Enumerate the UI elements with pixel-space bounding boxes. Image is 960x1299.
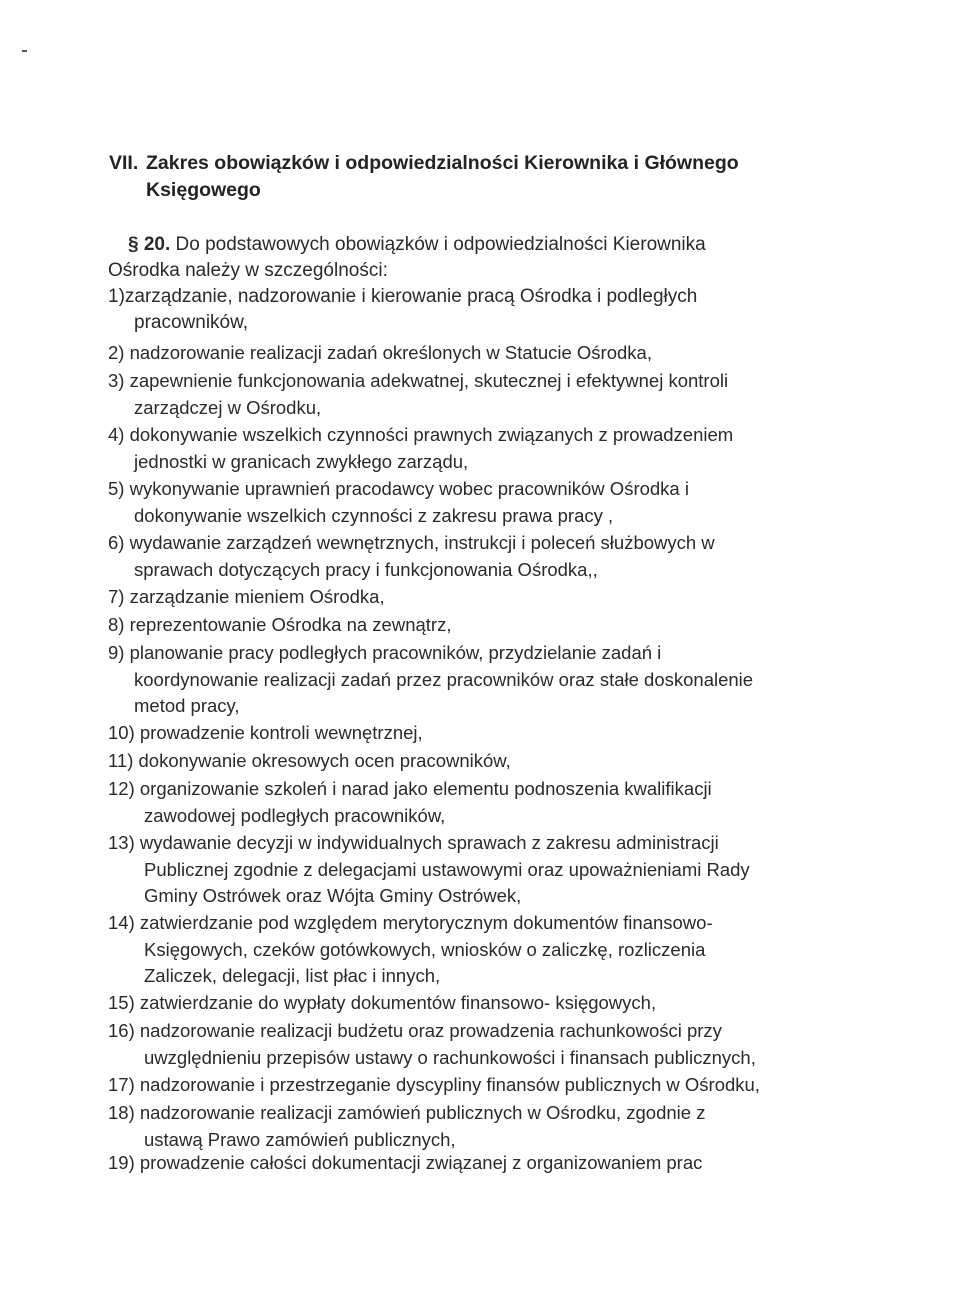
item-continuation-line: metod pracy,	[134, 695, 240, 716]
list-item	[108, 340, 848, 367]
item-text: nadzorowanie realizacji budżetu oraz prowadzenia rachunkowości przy	[139, 1020, 722, 1041]
section-intro	[108, 232, 798, 336]
item-continuation-line: zawodowej podległych pracowników,	[144, 804, 446, 826]
item-continuation-line: jednostki w granicach zwykłego zarządu,	[134, 450, 469, 472]
item-line	[108, 990, 848, 1017]
item-number: 14)	[108, 912, 140, 933]
item-number: 10)	[108, 722, 140, 743]
item-continuation-line: ustawą Prawo zamówień publicznych,	[144, 1128, 456, 1150]
item-continuation-line: Zaliczek, delegacji, list płac i innych,	[144, 965, 441, 986]
item-text: dokonywanie okresowych ocen pracowników,	[138, 750, 511, 771]
item-line	[108, 640, 848, 667]
list-item	[108, 1100, 848, 1153]
item-text: zatwierdzanie pod względem merytorycznym dokumentów finansowo-	[139, 912, 713, 933]
item-text: wykonywanie uprawnień pracodawcy wobec pracowników Ośrodka i	[129, 478, 689, 499]
item-number: 4)	[108, 424, 130, 445]
item-number: 11)	[108, 750, 139, 771]
list-item	[108, 910, 848, 990]
item-text: nadzorowanie i przestrzeganie dyscypliny finansów publicznych w Ośrodku,	[139, 1074, 760, 1095]
item-line	[108, 1018, 848, 1045]
chapter-title-line-2: Księgowego	[146, 179, 261, 201]
item-number: 5)	[108, 478, 130, 499]
item-number: 9)	[108, 642, 130, 663]
item-line	[108, 340, 848, 367]
item-1-line-1: 1)zarządzanie, nadzorowanie i kierowanie pracą Ośrodka i podległych	[108, 286, 698, 307]
list-item	[108, 612, 848, 639]
list-item	[108, 530, 848, 583]
item-text: reprezentowanie Ośrodka na zewnątrz,	[129, 614, 452, 635]
chapter-number: VII.	[109, 152, 139, 174]
intro-line-2: Ośrodka należy w szczególności:	[108, 260, 388, 281]
item-number: 16)	[108, 1020, 140, 1041]
item-line	[108, 910, 848, 937]
item-continuation-line: Publicznej zgodnie z delegacjami ustawowymi oraz upoważnieniami Rady	[144, 858, 750, 880]
item-line	[108, 422, 848, 449]
scan-mark	[22, 50, 27, 52]
item-line	[108, 476, 848, 503]
list-item	[108, 584, 848, 611]
item-text: zapewnienie funkcjonowania adekwatnej, skutecznej i efektywnej kontroli	[129, 370, 729, 391]
list-item	[108, 1150, 848, 1177]
item-text: wydawanie zarządzeń wewnętrznych, instrukcji i poleceń służbowych w	[129, 532, 715, 553]
list-item	[108, 990, 848, 1017]
item-line	[108, 584, 848, 611]
item-number: 15)	[108, 992, 140, 1013]
intro-text-1: Do podstawowych obowiązków i odpowiedzialności Kierownika	[170, 234, 706, 255]
item-line	[108, 1150, 848, 1177]
item-number: 8)	[108, 614, 130, 635]
item-continuation-line: dokonywanie wszelkich czynności z zakresu prawa pracy ,	[134, 504, 614, 526]
item-number: 19)	[108, 1152, 140, 1173]
item-line	[108, 776, 848, 803]
list-item	[108, 422, 848, 475]
item-number: 6)	[108, 532, 130, 553]
item-text: dokonywanie wszelkich czynności prawnych związanych z prowadzeniem	[129, 424, 734, 445]
item-text: prowadzenie całości dokumentacji związanej z organizowaniem prac	[139, 1152, 703, 1173]
list-item	[108, 476, 848, 529]
item-1-line-2: pracowników,	[134, 312, 249, 333]
item-text: nadzorowanie realizacji zamówień publicznych w Ośrodku, zgodnie z	[139, 1102, 706, 1123]
list-item	[108, 1072, 848, 1099]
item-number: 12)	[108, 778, 140, 799]
item-text: nadzorowanie realizacji zadań określonych w Statucie Ośrodka,	[129, 342, 652, 363]
item-number: 18)	[108, 1102, 140, 1123]
item-text: prowadzenie kontroli wewnętrznej,	[139, 722, 423, 743]
item-continuation-line: Gminy Ostrówek oraz Wójta Gminy Ostrówek,	[144, 885, 522, 906]
item-line	[108, 830, 848, 857]
list-item	[108, 640, 848, 720]
item-number: 7)	[108, 586, 130, 607]
chapter-title-line-1: Zakres obowiązków i odpowiedzialności Kierownika i Głównego	[146, 152, 739, 174]
intro-line-1	[108, 232, 798, 258]
item-number: 2)	[108, 342, 130, 363]
section-symbol: § 20.	[128, 234, 171, 255]
item-text: wydawanie decyzji w indywidualnych sprawach z zakresu administracji	[139, 832, 719, 853]
item-line	[108, 530, 848, 557]
list-item	[108, 368, 848, 421]
item-line	[108, 612, 848, 639]
item-line	[108, 720, 848, 747]
item-text: zarządzanie mieniem Ośrodka,	[129, 586, 385, 607]
item-number: 13)	[108, 832, 140, 853]
item-line	[108, 1100, 848, 1127]
chapter-heading	[109, 150, 829, 204]
item-number: 3)	[108, 370, 130, 391]
item-continuation-line: sprawach dotyczących pracy i funkcjonowania Ośrodka,,	[134, 558, 598, 580]
item-continuation-line: zarządczej w Ośrodku,	[134, 396, 322, 418]
item-line	[108, 368, 848, 395]
list-item	[108, 748, 848, 775]
item-continuation-line: Księgowych, czeków gotówkowych, wniosków o zaliczkę, rozliczenia	[144, 938, 706, 960]
item-continuation-line: koordynowanie realizacji zadań przez pracowników oraz stałe doskonalenie	[134, 668, 754, 690]
item-text: planowanie pracy podległych pracowników, przydzielanie zadań i	[129, 642, 662, 663]
item-text: zatwierdzanie do wypłaty dokumentów finansowo- księgowych,	[139, 992, 657, 1013]
list-item	[108, 720, 848, 747]
list-item	[108, 1018, 848, 1071]
item-continuation-line: uwzględnieniu przepisów ustawy o rachunkowości i finansach publicznych,	[144, 1046, 756, 1068]
list-item	[108, 776, 848, 829]
item-number: 17)	[108, 1074, 140, 1095]
item-line	[108, 1072, 848, 1099]
list-item	[108, 830, 848, 910]
item-line	[108, 748, 848, 775]
item-text: organizowanie szkoleń i narad jako elementu podnoszenia kwalifikacji	[139, 778, 712, 799]
